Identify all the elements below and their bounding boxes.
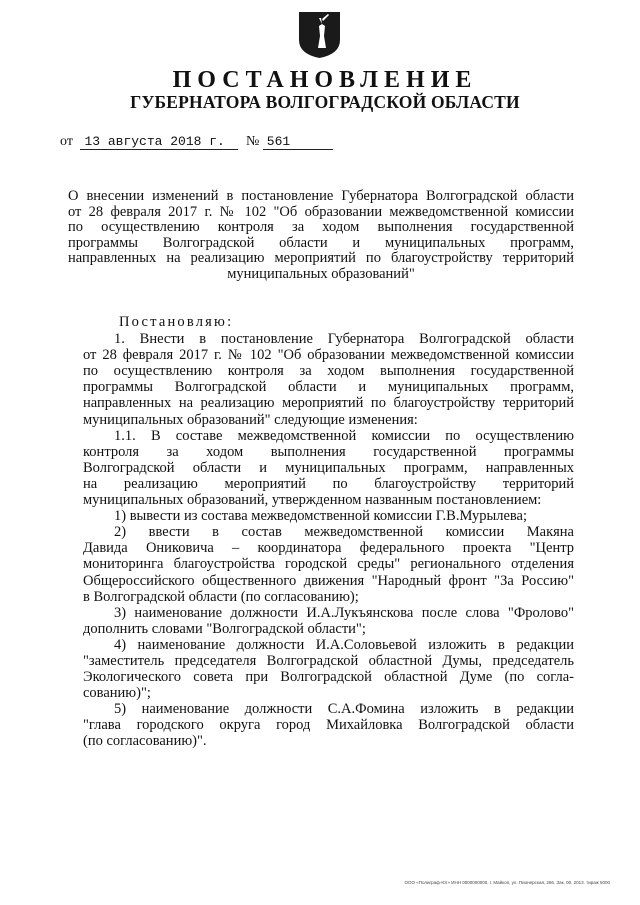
body-line: 1) вывести из состава межведомственной комиссии Г.В.Мурылева; [114,508,528,525]
body-line: муниципальных образований, утвержденном названным постановлением: [83,492,542,509]
body-line: Экологического совета при Волгоградской областной Думе (по согла- [83,669,574,686]
body-line: контроля за ходом выполнения государственной программы [83,443,574,460]
body-line: 1. Внести в постановление Губернатора Волгоградской области [114,331,574,348]
coat-of-arms-icon [297,10,342,60]
body-line: 5) наименование должности С.А.Фомина изложить в редакции [114,701,574,718]
subject-line: направленных на реализацию мероприятий по благоустройству территорий [68,250,574,267]
body-line: 3) наименование должности И.А.Лукъянскова после слова "Фролово" [114,604,574,621]
body-line: от 28 февраля 2017 г. № 102 "Об образовании межведомственной комиссии [83,347,574,364]
body-line: сованию)"; [83,685,151,702]
body-line: на реализацию мероприятий по благоустройству территорий [83,475,574,492]
date-prefix: от [60,134,73,149]
document-subtitle: ГУБЕРНАТОРА ВОЛГОГРАДСКОЙ ОБЛАСТИ [130,92,520,112]
body-line: программы Волгоградской области и муниципальных программ, [83,379,574,396]
subject-line: программы Волгоградской области и муниципальных программ, [68,234,574,251]
decree-number: 561 [263,135,333,150]
body-line: Волгоградской области и муниципальных программ, направленных [83,459,574,476]
body-line: "заместитель председателя Волгоградской областной Думы, председатель [83,652,574,669]
number-sign: № [245,134,260,149]
subject-line: О внесении изменений в постановление Губернатора Волгоградской области [68,188,574,204]
subject-line: муниципальных образований" [227,265,415,282]
decree-date: 13 августа 2018 г. [80,135,238,150]
body-line: "глава городского округа город Михайловка Волгоградской области [83,717,574,734]
body-line: направленных на реализацию мероприятий по благоустройству территорий [83,395,574,412]
body-line: в Волгоградской области (по согласованию); [83,588,359,605]
body-line: Общероссийского общественного движения "Народный фронт "За Россию" [83,572,574,589]
body-line: мониторинга благоустройства городской среды" регионального отделения [83,556,574,573]
body-line: дополнить словами "Волгоградской области"; [83,620,366,637]
body-line: 2) ввести в состав межведомственной комиссии Макяна [114,524,574,541]
body-line: по осуществлению контроля за ходом выполнения государственной [83,363,574,380]
decree-word: Постановляю: [119,314,234,330]
document-title: ПОСТАНОВЛЕНИЕ [172,67,478,93]
body-line: 4) наименование должности И.А.Соловьевой изложить в редакции [114,636,574,653]
body-line: (по согласованию)". [83,733,207,750]
decree-subject [68,189,574,283]
printer-footer: ООО «Полиграф-Юг» ИНН 0000000000. г. Майкоп, ул. Пионерская, 266. Зак. 00. 2013. тираж 5000 [404,880,610,885]
decree-body [83,314,574,750]
subject-line: от 28 февраля 2017 г. № 102 "Об образовании межведомственной комиссии [68,203,574,220]
body-line: Давида Ониковича – координатора федерального проекта "Центр [83,540,574,557]
body-line: муниципальных образований" следующие изменения: [83,411,418,428]
subject-line: по осуществлению контроля за ходом выполнения государственной [68,219,574,236]
date-number-line [60,133,333,151]
body-line: 1.1. В составе межведомственной комиссии по осуществлению [114,427,574,444]
